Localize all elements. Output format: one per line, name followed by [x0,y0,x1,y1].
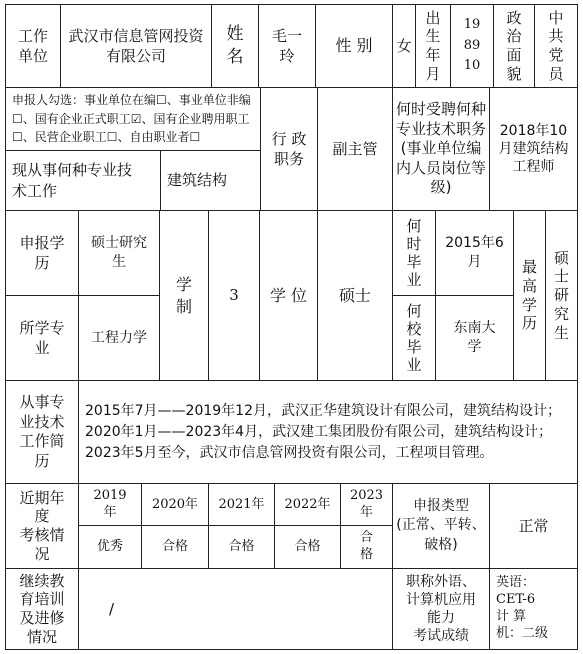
exam-value: 英语： CET-6 计 算 机：二级 [489,568,578,650]
political-value: 中 共 党 员 [534,4,578,88]
assessment-result-2023: 合 格 [340,525,393,569]
assessment-result-2021: 合格 [208,525,275,569]
highest-edu-value: 硕 士 研 究 生 [545,210,578,381]
training-label: 继续教 育培训 及进修 情况 [5,568,79,650]
work-unit-value: 武汉市信息管网投资 有限公司 [60,4,212,88]
assessment-result-2022: 合格 [274,525,341,569]
edu-label: 申报学 历 [5,210,79,296]
major-label: 所学专 业 [5,295,79,381]
edu-value: 硕士研究 生 [78,210,160,296]
grad-school-value: 东南大 学 [435,295,514,381]
assessment-result-2020: 合格 [141,525,209,569]
birth-value: 19 89 10 [450,4,494,88]
degree-value: 硕士 [317,210,393,381]
birth-label: 出 生 年 月 [415,4,451,88]
assessment-year-2020: 2020年 [141,483,209,526]
specialty-label: 现从事何种专业技 术工作 [5,150,161,211]
declare-type-label: 申报类型 (正常、平转、 破格) [392,483,490,569]
hired-label: 何时受聘何种专业技术职务 (事业单位编内人员岗位等级) [392,87,490,211]
assessment-year-2021: 2021年 [208,483,275,526]
name-value: 毛一 玲 [258,4,316,88]
hired-value: 2018年10月建筑结构 工程师 [489,87,578,211]
grad-school-label: 何 校 毕 业 [392,295,436,381]
gender-label: 性 别 [315,4,393,88]
assessment-year-2023: 2023 年 [340,483,393,526]
assessment-year-2022: 2022年 [274,483,341,526]
work-unit-label: 工作 单位 [5,4,61,88]
political-label: 政 治 面 貌 [493,4,535,88]
gender-value: 女 [392,4,416,88]
assessment-result-2019: 优秀 [78,525,142,569]
degree-label: 学 位 [259,210,318,381]
study-length-label: 学 制 [159,210,209,381]
training-value: / [78,568,393,650]
study-length-value: 3 [208,210,260,381]
grad-time-value: 2015年6 月 [435,210,514,296]
work-history-label: 从事专 业技术 工作简 历 [5,380,79,484]
admin-post-value: 副主管 [317,87,393,211]
declare-type-value: 正常 [489,483,578,569]
assessment-year-2019: 2019 年 [78,483,142,526]
major-value: 工程力学 [78,295,160,381]
grad-time-label: 何 时 毕 业 [392,210,436,296]
specialty-value: 建筑结构 [160,150,261,211]
work-history-text: 2015年7月——2019年12月，武汉正华建筑设计有限公司，建筑结构设计； 2020年1月——2023年4月，武汉建工集团股份有限公司，建筑结构设计； 2023年5月至今，武汉市信息管网投资有限公司，工程项目管理。 [78,380,578,484]
highest-edu-label: 最 高 学 历 [513,210,546,381]
name-label: 姓 名 [211,4,259,88]
assessment-label: 近期年 度 考核情 况 [5,483,79,569]
exam-label: 职称外语、 计算机应用 能力 考试成绩 [392,568,490,650]
employment-type-checkboxes: 申报人勾选：事业单位在编☐、事业单位非编☐、国有企业正式职工☑、国有企业聘用职工☐、民营企业职工☐、自由职业者☐ [5,87,261,151]
admin-post-label: 行 政 职务 [260,87,318,211]
